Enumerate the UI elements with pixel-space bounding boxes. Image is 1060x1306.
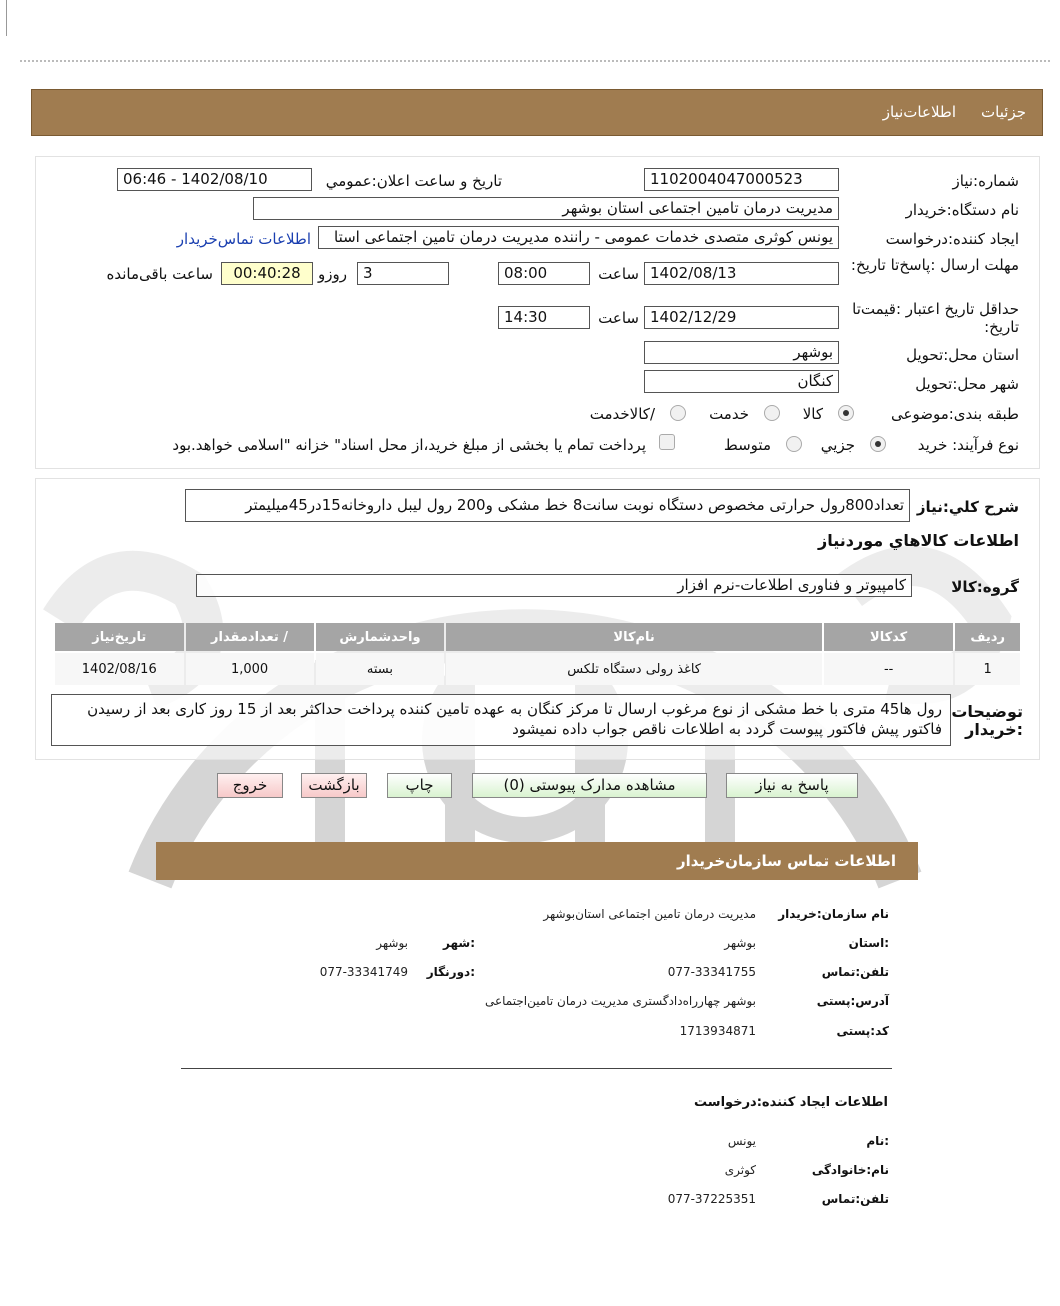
top-divider <box>20 60 1050 62</box>
exit-button[interactable]: خروج <box>217 773 283 798</box>
reply-button[interactable]: پاسخ به نیاز <box>726 773 858 798</box>
table-row <box>55 653 1020 685</box>
validity-label: حداقل تاریخ اعتبار :قیمت‌تا تاریخ: <box>852 300 1019 336</box>
col-unit: واحدشمارش <box>316 623 445 651</box>
org-name-label: نام سازمان:خریدار <box>778 907 889 921</box>
creator-name-label: :نام <box>866 1134 889 1148</box>
deadline-date-field: 1402/08/13 <box>644 262 839 285</box>
cell-quantity: 1,000 <box>186 653 314 685</box>
province-field: بوشهر <box>644 341 839 364</box>
validity-time-label: ساعت <box>598 309 639 327</box>
buyer-label: نام دستگاه:خریدار <box>905 201 1019 219</box>
col-row: ردیف <box>955 623 1020 651</box>
creator-name-value: یونس <box>727 1134 756 1148</box>
col-name: نام‌کالا <box>446 623 822 651</box>
city-field: کنگان <box>644 370 839 393</box>
items-table-header <box>55 623 1020 651</box>
deadline-time-label: ساعت <box>598 265 639 283</box>
contact-fax-label: :دورنگار <box>426 965 475 979</box>
items-heading: اطلاعات کالاهاي موردنیاز <box>818 531 1019 550</box>
back-button[interactable]: بازگشت <box>301 773 367 798</box>
process-type-label: نوع فرآیند: خرید <box>917 436 1019 454</box>
contact-divider <box>181 1068 892 1069</box>
buyer-contact-header <box>156 842 918 880</box>
details-header-bar <box>31 89 1043 136</box>
contact-address-value: بوشهر چهارراه‌دادگستری مدیریت درمان تامین‌اجتماعی <box>484 994 756 1008</box>
col-code: کدکالا <box>824 623 954 651</box>
treasury-payment-checkbox[interactable] <box>659 434 675 450</box>
description-label: شرح کلي:نیاز <box>916 498 1019 516</box>
tab-need-info[interactable]: اطلاعات‌نیاز <box>882 103 956 121</box>
creator-family-value: کوثری <box>724 1163 756 1177</box>
contact-postal-value: 1713934871 <box>679 1024 756 1038</box>
contact-postal-label: کد:پستی <box>836 1024 889 1038</box>
city-label: شهر محل:تحویل <box>915 375 1019 393</box>
creator-phone-label: تلفن:تماس <box>821 1192 889 1206</box>
announce-date-label: تاریخ و ساعت اعلان:عمومي <box>325 172 502 190</box>
goods-group-field: کامپیوتر و فناوری اطلاعات-نرم افزار <box>196 574 912 597</box>
contact-phone-label: تلفن:تماس <box>821 965 889 979</box>
cell-need-date: 1402/08/16 <box>55 653 184 685</box>
category-goods-service-radio[interactable] <box>670 405 686 421</box>
validity-date-field: 1402/12/29 <box>644 306 839 329</box>
deadline-label: مهلت ارسال :پاسخ‌تا تاریخ: <box>850 256 1019 274</box>
cell-code: -- <box>824 653 954 685</box>
goods-group-label: گروه:کالا <box>951 578 1019 596</box>
announce-date-field: 1402/08/10 - 06:46 <box>117 168 312 191</box>
deadline-time-field: 08:00 <box>498 262 590 285</box>
description-field: تعداد800رول حرارتی مخصوص دستگاه نوبت سانت8 خط مشکی و200 رول لیبل داروخانه15در45میلیمتر <box>185 489 910 522</box>
window-edge-line <box>6 0 7 36</box>
category-label: طبقه بندی:موضوعی <box>891 405 1019 423</box>
creator-info-heading: اطلاعات ایجاد کننده:درخواست <box>694 1095 888 1110</box>
contact-city-value: بوشهر <box>376 936 408 950</box>
province-label: استان محل:تحویل <box>906 346 1019 364</box>
cell-name: کاغذ رولی دستگاه تلکس <box>446 653 822 685</box>
cell-unit: بسته <box>316 653 445 685</box>
view-attachments-button[interactable]: مشاهده مدارک پیوستی (0) <box>472 773 707 798</box>
validity-time-field: 14:30 <box>498 306 590 329</box>
days-label: روزو <box>318 265 347 283</box>
process-medium-label: متوسط <box>723 436 771 454</box>
category-goods-label: کالا <box>802 405 823 423</box>
org-name-value: مدیریت درمان تامین اجتماعی استان‌بوشهر <box>543 907 756 921</box>
buyer-field: مدیریت درمان تامین اجتماعی استان بوشهر <box>253 197 839 220</box>
buyer-notes-label: توضیحات :خریدار <box>951 702 1023 739</box>
contact-city-label: :شهر <box>443 936 475 950</box>
process-minor-label: جزیي <box>820 436 855 454</box>
category-service-radio[interactable] <box>764 405 780 421</box>
buyer-notes-field: رول ها45 متری با خط مشکی از نوع مرغوب ارسال تا مرکز کنگان به عهده تامین کننده پرداخت حداکثر بعد از 15 روز کاری بعد از رسیدن فاکتور پیش فاکتور پیوست گردد به اطلاعات ناقص جواب داده نمیشود <box>51 694 951 746</box>
days-field: 3 <box>357 262 449 285</box>
col-need-date: تاریخ‌نیاز <box>55 623 184 651</box>
creator-phone-value: 077-37225351 <box>667 1192 756 1206</box>
category-service-label: خدمت <box>709 405 749 423</box>
treasury-payment-note: پرداخت تمام یا بخشی از مبلغ خرید،از محل اسناد" خزانه "اسلامی خواهد.بود <box>172 436 646 454</box>
contact-address-label: آدرس:پستی <box>816 994 889 1008</box>
contact-province-value: بوشهر <box>724 936 756 950</box>
contact-fax-value: 077-33341749 <box>319 965 408 979</box>
items-table <box>53 621 1022 687</box>
cell-row: 1 <box>955 653 1020 685</box>
remaining-time-field: 00:40:28 <box>221 262 313 285</box>
contact-province-label: :استان <box>848 936 889 950</box>
category-goods-service-label: /کالاخدمت <box>589 405 655 423</box>
creator-label: ایجاد کننده:درخواست <box>885 230 1019 248</box>
contact-phone-value: 077-33341755 <box>667 965 756 979</box>
creator-field: یونس کوثری متصدی خدمات عمومی - راننده مدیریت درمان تامین اجتماعی استا <box>318 226 839 249</box>
remaining-label: ساعت باقی‌مانده <box>106 265 213 283</box>
need-number-label: شماره:نیاز <box>952 172 1019 190</box>
creator-family-label: نام:خانوادگی <box>811 1163 889 1177</box>
tab-details[interactable]: جزئیات <box>981 103 1026 121</box>
col-quantity: / تعدادمقدار <box>186 623 314 651</box>
buyer-contact-link[interactable]: اطلاعات تماس‌خریدار <box>176 230 311 248</box>
process-medium-radio[interactable] <box>786 436 802 452</box>
buyer-contact-title: اطلاعات تماس سازمان‌خریدار <box>676 852 896 870</box>
category-goods-radio[interactable] <box>838 405 854 421</box>
print-button[interactable]: چاپ <box>387 773 452 798</box>
need-number-field: 1102004047000523 <box>644 168 839 191</box>
process-minor-radio[interactable] <box>870 436 886 452</box>
